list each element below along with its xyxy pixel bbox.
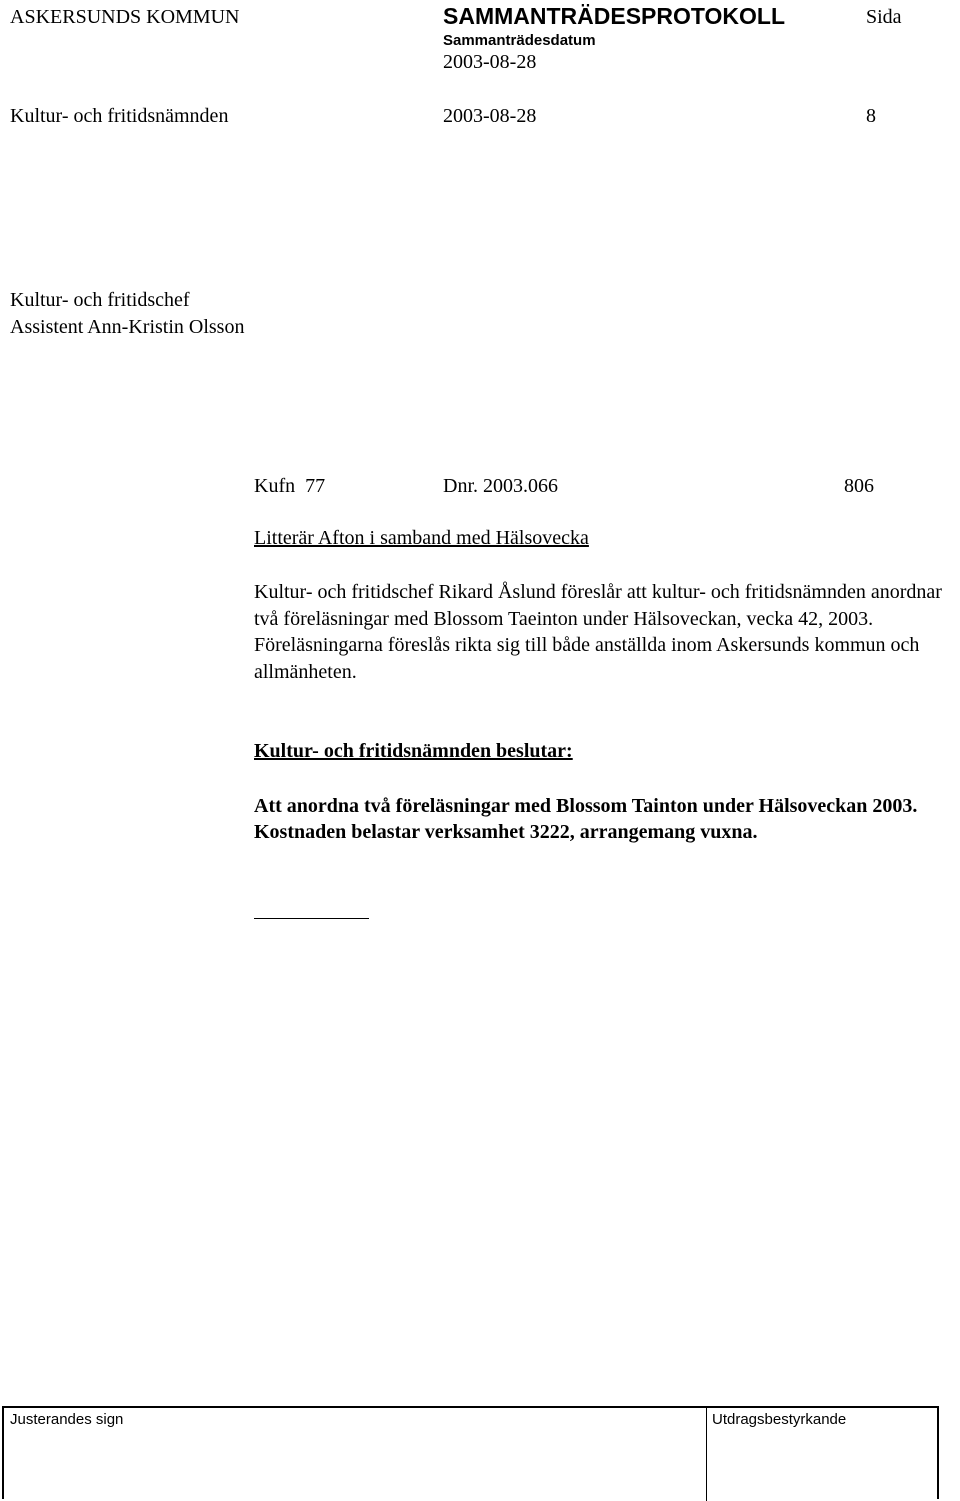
decision-heading: Kultur- och fritidsnämnden beslutar: [254, 740, 573, 762]
body-paragraph: Föreläsningarna föreslås rikta sig till både anställda inom Askersunds kommun och allmänheten. [254, 634, 920, 683]
municipality-name: ASKERSUNDS KOMMUN [10, 6, 240, 28]
meeting-date: 2003-08-28 [443, 51, 537, 73]
paragraph-number: Kufn 77 [254, 475, 326, 497]
page-label: Sida [866, 6, 902, 28]
separator-line [254, 918, 369, 919]
footer-divider [706, 1408, 707, 1501]
recipient-line: Kultur- och fritidschef [10, 289, 190, 311]
item-subject: Litterär Afton i samband med Hälsovecka [254, 527, 589, 549]
document-title: SAMMANTRÄDESPROTOKOLL [443, 3, 786, 29]
decision-text: Att anordna två föreläsningar med Blossom Tainton under Hälsoveckan 2003. Kostnaden belastar verksamhet 3222, arrangemang vuxna. [254, 795, 918, 843]
page-number: 8 [866, 105, 876, 127]
committee-name: Kultur- och fritidsnämnden [10, 105, 229, 127]
utdragsbestyrkande-label: Utdragsbestyrkande [712, 1411, 847, 1428]
minutes-date: 2003-08-28 [443, 105, 537, 127]
diary-number: Dnr. 2003.066 [443, 475, 558, 497]
archive-code: 806 [844, 475, 874, 497]
item-body [254, 579, 960, 685]
justerandes-sign-label: Justerandes sign [10, 1411, 124, 1428]
recipient-line: Assistent Ann-Kristin Olsson [10, 316, 245, 338]
body-paragraph: Kultur- och fritidschef Rikard Åslund föreslår att kultur- och fritidsnämnden anordnar två föreläsningar med Blossom Taeinton under Hälsoveckan, vecka 42, 2003. [254, 581, 942, 630]
meeting-date-label: Sammanträdesdatum [443, 32, 596, 49]
signature-footer [2, 1406, 939, 1499]
